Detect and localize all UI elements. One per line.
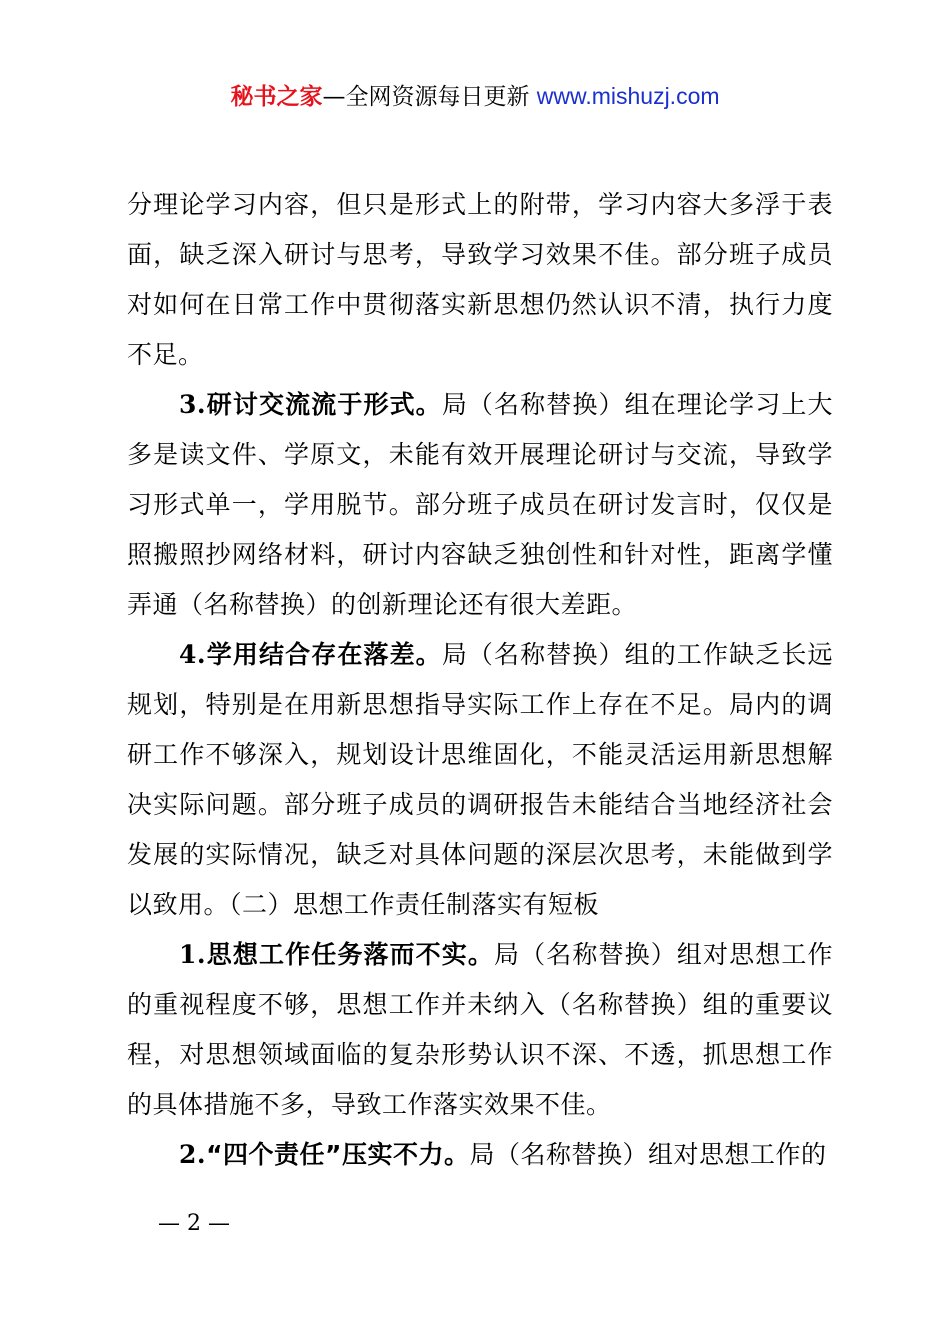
page-header: [0, 80, 950, 113]
item-number: 4.: [179, 640, 207, 669]
website-link[interactable]: www.mishuzj.com: [536, 83, 720, 109]
paragraph-text: 分理论学习内容，但只是形式上的附带，学习内容大多浮于表面，缺乏深入研讨与思考，导致学习效果不佳。部分班子成员对如何在日常工作中贯彻落实新思想仍然认识不清，执行力度不足。: [127, 190, 833, 369]
paragraph-item-2: [127, 1130, 833, 1180]
paragraph-text: 局（名称替换）组的工作缺乏长远规划，特别是在用新思想指导实际工作上存在不足。局内的调研工作不够深入，规划设计思维固化，不能灵活运用新思想解决实际问题。部分班子成员的调研报告未能结合当地经济社会发展的实际情况，缺乏对具体问题的深层次思考，未能做到学以致用。（二）思想工作责任制落实有短板: [127, 640, 833, 919]
item-heading: 学用结合存在落差。: [206, 640, 442, 669]
paragraph-lead: [179, 940, 494, 969]
item-number: 1.: [179, 940, 207, 969]
page-number: — 2 —: [158, 1211, 230, 1236]
item-number: 3.: [179, 390, 207, 419]
document-body: [127, 180, 833, 1180]
paragraph-item-4: [127, 630, 833, 930]
paragraph-text: 局（名称替换）组对思想工作的: [469, 1140, 827, 1169]
brand-name: 秘书之家: [230, 84, 323, 110]
paragraph-item-3: [127, 380, 833, 630]
paragraph-text: 局（名称替换）组对思想工作的重视程度不够，思想工作并未纳入（名称替换）组的重要议程，对思想领域面临的复杂形势认识不深、不透，抓思想工作的具体措施不多，导致工作落实效果不佳。: [127, 940, 833, 1119]
paragraph-continuation: [127, 180, 833, 380]
paragraph-item-1: [127, 930, 833, 1130]
item-heading: “四个责任”压实不力。: [206, 1140, 470, 1169]
paragraph-lead: [179, 1140, 469, 1169]
item-number: 2.: [179, 1140, 207, 1169]
paragraph-lead: [179, 390, 442, 419]
item-heading: 研讨交流流于形式。: [206, 390, 442, 419]
paragraph-text: 局（名称替换）组在理论学习上大多是读文件、学原文，未能有效开展理论研讨与交流，导致学习形式单一，学用脱节。部分班子成员在研讨发言时，仅仅是照搬照抄网络材料，研讨内容缺乏独创性和针对性，距离学懂弄通（名称替换）的创新理论还有很大差距。: [127, 390, 833, 619]
item-heading: 思想工作任务落而不实。: [206, 940, 495, 969]
header-tagline: —全网资源每日更新: [322, 84, 537, 110]
paragraph-lead: [179, 640, 442, 669]
